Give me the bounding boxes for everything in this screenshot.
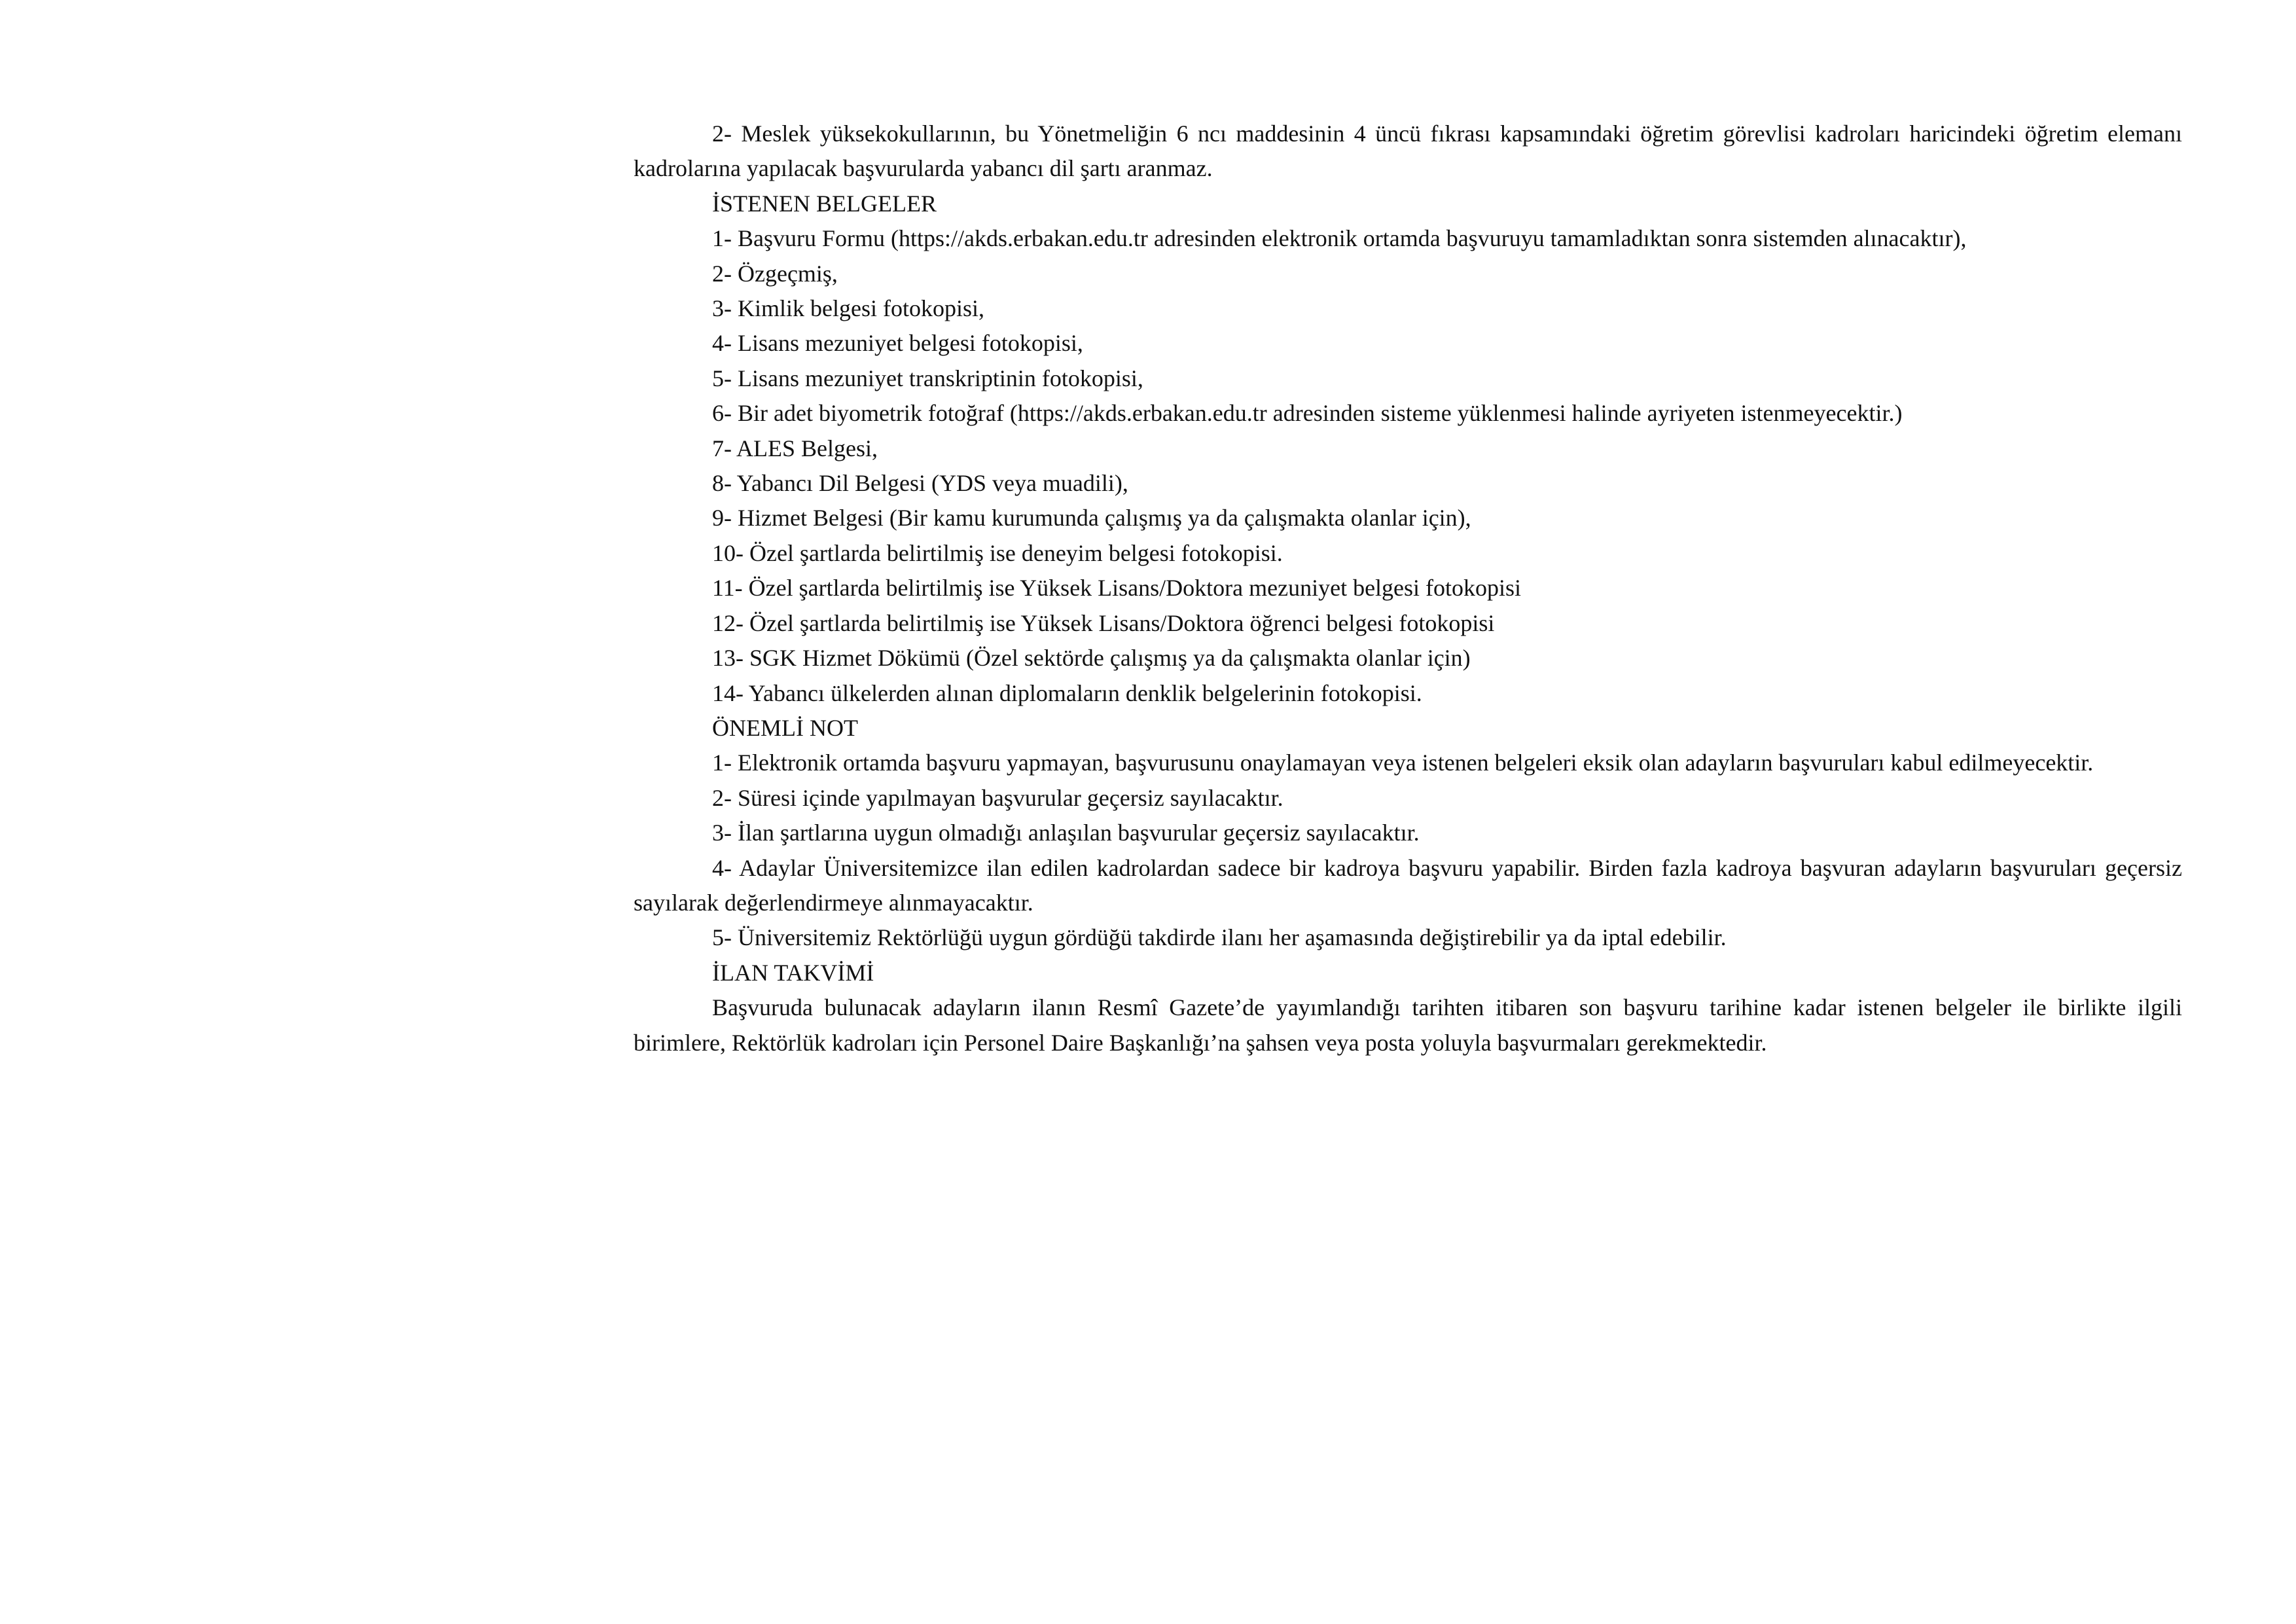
list-item: 13- SGK Hizmet Dökümü (Özel sektörde çalışmış ya da çalışmakta olanlar için) <box>712 645 1471 672</box>
list-item: 3- Kimlik belgesi fotokopisi, <box>712 295 984 322</box>
announcement-schedule-heading: İLAN TAKVİMİ <box>712 959 874 986</box>
list-item: 2- Süresi içinde yapılmayan başvurular geçersiz sayılacaktır. <box>712 784 1283 811</box>
list-item: 3- İlan şartlarına uygun olmadığı anlaşılan başvurular geçersiz sayılacaktır. <box>712 820 1420 846</box>
list-item: 1- Başvuru Formu (https://akds.erbakan.edu.tr adresinden elektronik ortamda başvuruyu tamamladıktan sonra sistemden alınacaktır), <box>712 225 1967 252</box>
list-item: 10- Özel şartlarda belirtilmiş ise deneyim belgesi fotokopisi. <box>712 539 1283 566</box>
list-item: 7- ALES Belgesi, <box>712 435 878 461</box>
list-item: 6- Bir adet biyometrik fotoğraf (https://akds.erbakan.edu.tr adresinden sisteme yüklenmesi halinde ayriyeten istenmeyecektir.) <box>712 400 1903 427</box>
important-note-heading: ÖNEMLİ NOT <box>712 714 858 741</box>
list-item: 8- Yabancı Dil Belgesi (YDS veya muadili), <box>712 470 1128 497</box>
list-item: 5- Lisans mezuniyet transkriptinin fotokopisi, <box>712 365 1143 391</box>
list-item: 2- Özgeçmiş, <box>712 260 838 287</box>
intro-paragraph: 2- Meslek yüksekokullarının, bu Yönetmeliğin 6 ncı maddesinin 4 üncü fıkrası kapsamındaki öğretim görevlisi kadroları haricindeki öğretim elemanı kadrolarına yapılacak başvurularda yabancı dil şartı aranmaz. <box>634 120 2182 182</box>
list-item: 14- Yabancı ülkelerden alınan diplomaların denklik belgelerinin fotokopisi. <box>712 679 1422 706</box>
required-documents-heading: İSTENEN BELGELER <box>712 190 937 217</box>
document-body <box>634 117 2182 1060</box>
list-item: 1- Elektronik ortamda başvuru yapmayan, başvurusunu onaylamayan veya istenen belgeleri eksik olan adayların başvuruları kabul edilmeyecektir. <box>712 749 2094 776</box>
list-item: 9- Hizmet Belgesi (Bir kamu kurumunda çalışmış ya da çalışmakta olanlar için), <box>712 505 1471 532</box>
required-documents-list <box>634 221 2182 711</box>
list-item: 4- Adaylar Üniversitemizce ilan edilen kadrolardan sadece bir kadroya başvuru yapabilir. Birden fazla kadroya başvuran adayların başvuruları geçersiz sayılarak değerlendirmeye alınmayacaktır. <box>634 854 2182 916</box>
list-item: 5- Üniversitemiz Rektörlüğü uygun gördüğü takdirde ilanı her aşamasında değiştirebilir ya da iptal edebilir. <box>712 924 1727 951</box>
list-item: 4- Lisans mezuniyet belgesi fotokopisi, <box>712 330 1083 357</box>
list-item: 12- Özel şartlarda belirtilmiş ise Yüksek Lisans/Doktora öğrenci belgesi fotokopisi <box>712 609 1495 636</box>
list-item: 11- Özel şartlarda belirtilmiş ise Yüksek Lisans/Doktora mezuniyet belgesi fotokopisi <box>712 575 1522 602</box>
announcement-schedule-paragraph: Başvuruda bulunacak adayların ilanın Resmî Gazete’de yayımlandığı tarihten itibaren son başvuru tarihine kadar istenen belgeler ile birlikte ilgili birimlere, Rektörlük kadroları için Personel Daire Başkanlığı’na şahsen veya posta yoluyla başvurmaları gerekmektedir. <box>634 994 2182 1056</box>
important-note-list <box>634 746 2182 955</box>
